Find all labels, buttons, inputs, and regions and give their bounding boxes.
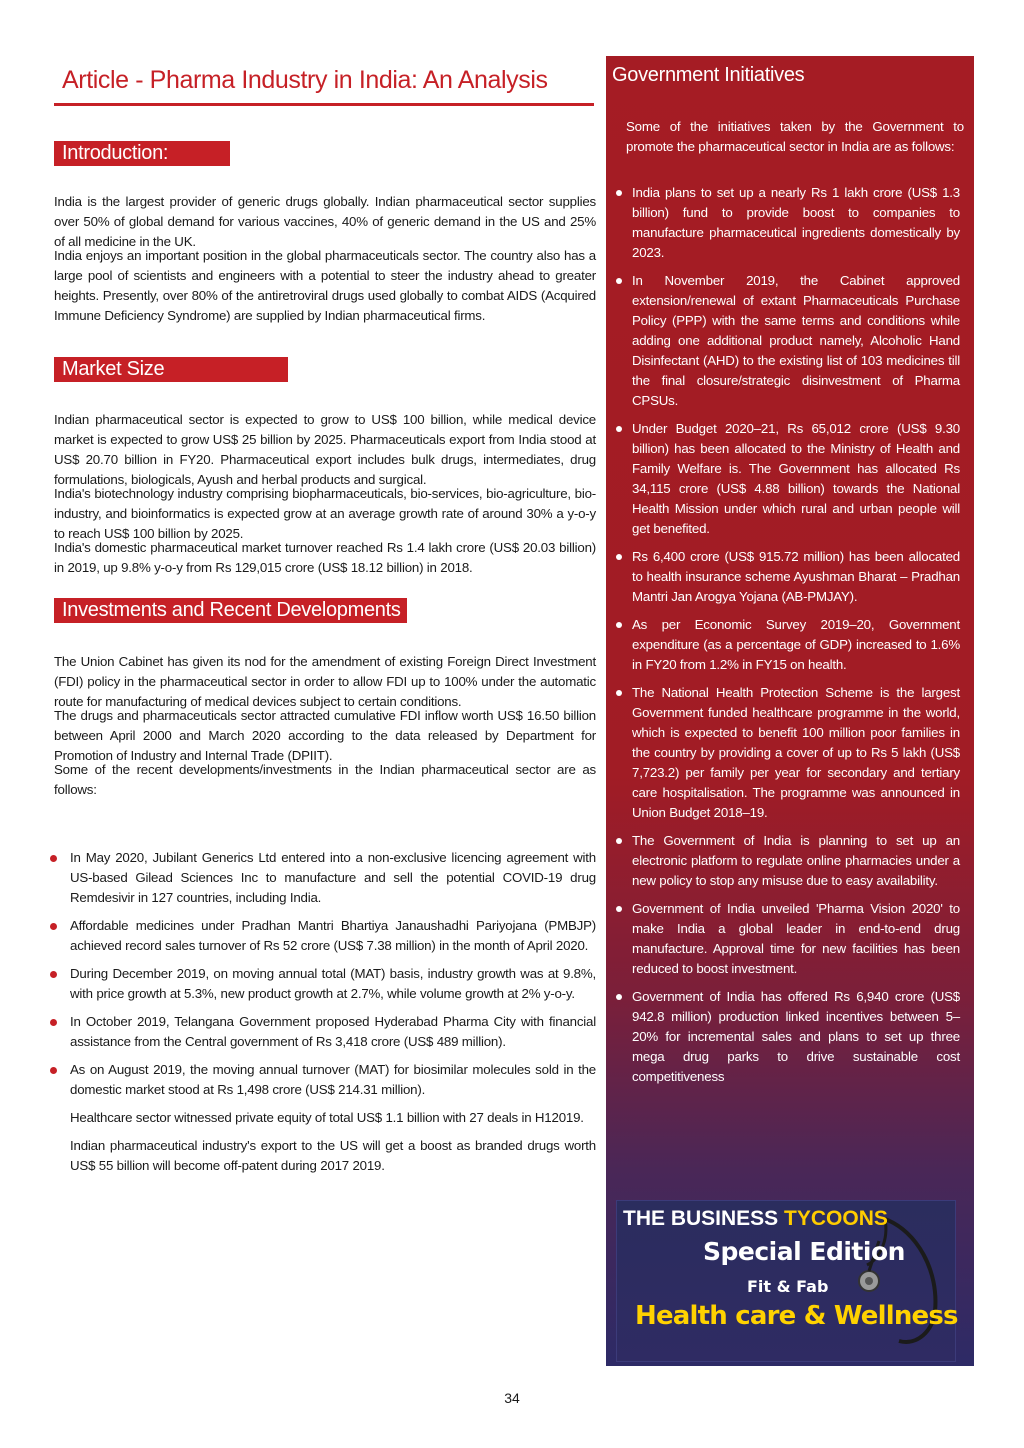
bullet-dot	[616, 278, 622, 284]
market-size-heading: Market Size	[54, 357, 288, 382]
market-paragraph: India's domestic pharmaceutical market turnover reached Rs 1.4 lakh crore (US$ 20.03 billion) in 2019, up 9.8% y-o-y from Rs 129,015 crore (US$ 18.12 billion) in 2018.	[54, 540, 596, 575]
promo-edition: Special Edition	[703, 1237, 905, 1266]
sidebar-title: Government Initiatives	[612, 64, 805, 86]
developments-list	[54, 848, 596, 1176]
sidebar-intro: Some of the initiatives taken by the Government to promote the pharmaceutical sector in India are as follows:	[626, 119, 964, 154]
bullet-dot	[616, 906, 622, 912]
intro-paragraph: India enjoys an important position in the global pharmaceuticals sector. The country also has a large pool of scientists and engineers with a potential to steer the industry ahead to greater heights. Presently, over 80% of the antiretroviral drugs used globally to combat AIDS (Acquired Immune Deficiency Syndrome) are supplied by Indian pharmaceutical firms.	[54, 248, 596, 323]
promo-theme: Health care & Wellness	[635, 1301, 958, 1331]
bullet-dot	[616, 622, 622, 628]
intro-paragraph: India is the largest provider of generic drugs globally. Indian pharmaceutical sector supplies over 50% of global demand for various vaccines, 40% of generic demand in the US and 25% of all medicine in the UK.	[54, 194, 596, 249]
article-title: Article - Pharma Industry in India: An Analysis	[62, 66, 548, 94]
bullet-dot	[616, 190, 622, 196]
list-item: In October 2019, Telangana Government proposed Hyderabad Pharma City with financial assistance from the Central government of Rs 3,418 crore (US$ 489 million).	[54, 1012, 596, 1052]
list-item: Under Budget 2020–21, Rs 65,012 crore (US$ 9.30 billion) has been allocated to the Ministry of Health and Family Welfare is. The Government has allocated Rs 34,115 crore (US$ 4.88 billion) towards the National Health Mission under which rural and urban people will get benefited.	[616, 419, 960, 539]
article-column	[54, 56, 596, 1176]
list-item: Affordable medicines under Pradhan Mantri Bhartiya Janaushadhi Pariyojana (PMBJP) achieved record sales turnover of Rs 52 crore (US$ 7.38 million) in the month of April 2020.	[54, 916, 596, 956]
introduction-heading: Introduction:	[54, 141, 230, 166]
list-item: The National Health Protection Scheme is the largest Government funded healthcare programme in the world, which is expected to benefit 100 million poor families in the country by providing a cover of up to Rs 5 lakh (US$ 7,723.2) per family per year for secondary and tertiary care hospitalisation. The programme was announced in Union Budget 2018–19.	[616, 683, 960, 823]
bullet-dot	[50, 1019, 57, 1026]
bullet-dot	[50, 855, 57, 862]
bullet-dot	[616, 554, 622, 560]
page-number: 34	[504, 1390, 520, 1406]
list-item: Government of India unveiled 'Pharma Vision 2020' to make India a global leader in end-to-end drug manufacture. Approval time for new facilities has been reduced to boost investment.	[616, 899, 960, 979]
bullet-dot	[50, 971, 57, 978]
section-investments	[54, 598, 596, 1176]
list-item: Rs 6,400 crore (US$ 915.72 million) has been allocated to health insurance scheme Ayushman Bharat – Pradhan Mantri Jan Arogya Yojana (AB-PMJAY).	[616, 547, 960, 607]
section-introduction	[54, 141, 596, 326]
promo-subtitle: Fit & Fab	[747, 1277, 829, 1296]
title-divider	[54, 103, 594, 106]
special-edition-banner	[616, 1200, 956, 1362]
list-item: As on August 2019, the moving annual turnover (MAT) for biosimilar molecules sold in the domestic market stood at Rs 1,498 crore (US$ 214.31 million).	[54, 1060, 596, 1100]
trailing-paragraph: Indian pharmaceutical industry's export to the US will get a boost as branded drugs worth US$ 55 billion will become off-patent during 2017 2019.	[70, 1138, 596, 1173]
investments-paragraph: Some of the recent developments/investments in the Indian pharmaceutical sector are as follows:	[54, 762, 596, 797]
initiatives-list	[616, 183, 960, 1087]
list-item: As per Economic Survey 2019–20, Government expenditure (as a percentage of GDP) increased to 1.6% in FY20 from 1.2% in FY15 on health.	[616, 615, 960, 675]
section-market-size	[54, 357, 596, 578]
bullet-dot	[50, 923, 57, 930]
list-item: In November 2019, the Cabinet approved extension/renewal of extant Pharmaceuticals Purchase Policy (PPP) with the same terms and conditions while adding one additional product namely, Alcoholic Hand Disinfectant (AHD) to the existing list of 103 medicines till the final closure/strategic disinvestment of Pharma CPSUs.	[616, 271, 960, 411]
promo-headline: THE BUSINESS TYCOONS	[623, 1207, 888, 1230]
investments-heading: Investments and Recent Developments	[54, 598, 407, 623]
list-item: In May 2020, Jubilant Generics Ltd entered into a non-exclusive licencing agreement with US-based Gilead Sciences Inc to manufacture and sell the potential COVID-19 drug Remdesivir in 127 countries, including India.	[54, 848, 596, 908]
list-item: India plans to set up a nearly Rs 1 lakh crore (US$ 1.3 billion) fund to provide boost to companies to manufacture pharmaceutical ingredients domestically by 2023.	[616, 183, 960, 263]
market-paragraph: India's biotechnology industry comprising biopharmaceuticals, bio-services, bio-agriculture, bio-industry, and bioinformatics is expected grow at an average growth rate of around 30% a y-o-y to reach US$ 100 billion by 2025.	[54, 486, 596, 541]
investments-paragraph: The drugs and pharmaceuticals sector attracted cumulative FDI inflow worth US$ 16.50 billion between April 2000 and March 2020 according to the data released by Department for Promotion of Industry and Internal Trade (DPIIT).	[54, 708, 596, 763]
bullet-dot	[50, 1067, 57, 1074]
list-item: During December 2019, on moving annual total (MAT) basis, industry growth was at 9.8%, with price growth at 5.3%, new product growth at 2.7%, while volume growth at 2% y-o-y.	[54, 964, 596, 1004]
bullet-dot	[616, 426, 622, 432]
bullet-dot	[616, 838, 622, 844]
bullet-dot	[616, 994, 622, 1000]
list-item: The Government of India is planning to set up an electronic platform to regulate online pharmacies under a new policy to stop any misuse due to easy availability.	[616, 831, 960, 891]
investments-paragraph: The Union Cabinet has given its nod for the amendment of existing Foreign Direct Investment (FDI) policy in the pharmaceutical sector in order to allow FDI up to 100% under the automatic route for manufacturing of medical devices subject to certain conditions.	[54, 654, 596, 709]
government-initiatives-panel	[606, 56, 974, 1366]
list-item: Government of India has offered Rs 6,940 crore (US$ 942.8 million) production linked incentives between 5–20% for incremental sales and plans to set up three mega drug parks to drive sustainable cost competitiveness	[616, 987, 960, 1087]
trailing-paragraph: Healthcare sector witnessed private equity of total US$ 1.1 billion with 27 deals in H12019.	[70, 1110, 584, 1125]
bullet-dot	[616, 690, 622, 696]
market-paragraph: Indian pharmaceutical sector is expected to grow to US$ 100 billion, while medical device market is expected to grow US$ 25 billion by 2025. Pharmaceuticals export from India stood at US$ 20.70 billion in FY20. Pharmaceutical export includes bulk drugs, intermediates, drug formulations, biologicals, Ayush and herbal products and surgical.	[54, 412, 596, 487]
